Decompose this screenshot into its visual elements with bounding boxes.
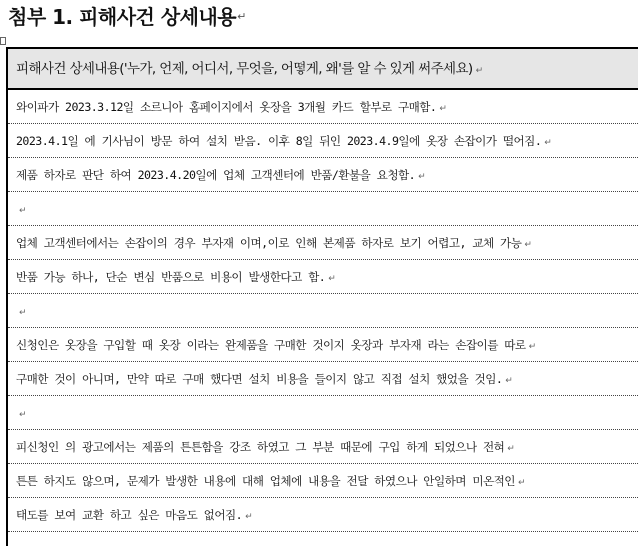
table-row-text: 제품 하자로 판단 하여 2023.4.20일에 업체 고객센터에 반품/환불을 요청함.: [16, 168, 416, 182]
table-row-text: 신청인은 옷장을 구입할 때 옷장 이라는 완제품을 구매한 것이지 옷장과 부자재 라는 손잡이를 따로: [16, 338, 526, 352]
table-row[interactable]: [8, 192, 638, 226]
table-row-text: 튼튼 하지도 않으며, 문제가 발생한 내용에 대해 업체에 내용을 전달 하였으나 안일하며 미온적인: [16, 474, 515, 488]
table-anchor-icon[interactable]: [0, 37, 6, 45]
table-row-line: [16, 362, 512, 396]
document-title: [8, 2, 246, 32]
paragraph-mark-icon: ↵: [475, 66, 483, 76]
table-row-text: 반품 가능 하나, 단순 변심 반품으로 비용이 발생한다고 함.: [16, 270, 326, 284]
table-row-line: [16, 396, 26, 430]
table-row-line: [16, 192, 26, 226]
paragraph-mark-icon: ↵: [524, 240, 532, 250]
table-row-line: [16, 498, 252, 532]
table-row-line: [16, 260, 335, 294]
table-row-line: [16, 464, 525, 498]
paragraph-mark-icon: ↵: [418, 172, 426, 182]
table-row[interactable]: [8, 124, 638, 158]
table-row-line: [16, 294, 26, 328]
table-row-line: [16, 158, 425, 192]
paragraph-mark-icon: ↵: [237, 10, 246, 23]
table-row[interactable]: [8, 498, 638, 532]
table-header-row: [16, 49, 483, 90]
document-title-text: 첨부 1. 피해사건 상세내용: [8, 5, 237, 29]
table-row[interactable]: [8, 328, 638, 362]
table-row-line: [16, 90, 446, 124]
table-row-text: 업체 고객센터에서는 손잡이의 경우 부자재 이며,이로 인해 본제품 하자로 보기 어렵고, 교체 가능: [16, 236, 522, 250]
paragraph-mark-icon: ↵: [517, 478, 525, 488]
table-row[interactable]: [8, 158, 638, 192]
table-row-line: [16, 430, 514, 464]
table-header-text: 피해사건 상세내용('누가, 언제, 어디서, 무엇을, 어떻게, 왜'를 알 수 있게 써주세요): [16, 61, 473, 77]
table-row-text: 피신청인 의 광고에서는 제품의 튼튼함을 강조 하였고 그 부분 때문에 구입 하게 되었으나 전혀: [16, 440, 505, 454]
table-row-text: 와이파가 2023.3.12일 소르니아 홈페이지에서 옷장을 3개월 카드 할부로 구매함.: [16, 100, 437, 114]
table-row[interactable]: [8, 294, 638, 328]
table-row-text: 태도를 보여 교환 하고 싶은 마음도 없어짐.: [16, 508, 243, 522]
paragraph-mark-icon: ↵: [19, 410, 26, 420]
table-row-text: 구매한 것이 아니며, 만약 따로 구매 했다면 설치 비용을 들이지 않고 직접 설치 했었을 것임.: [16, 372, 503, 386]
table-row[interactable]: [8, 430, 638, 464]
paragraph-mark-icon: ↵: [19, 206, 26, 216]
table-row[interactable]: [8, 90, 638, 124]
table-row[interactable]: [8, 226, 638, 260]
paragraph-mark-icon: ↵: [528, 342, 536, 352]
paragraph-mark-icon: ↵: [439, 104, 447, 114]
table-row[interactable]: [8, 396, 638, 430]
paragraph-mark-icon: ↵: [507, 444, 515, 454]
paragraph-mark-icon: ↵: [19, 308, 26, 318]
table-row-text: 2023.4.1일 에 기사님이 방문 하여 설치 받음. 이후 8일 뒤인 2023.4.9일에 옷장 손잡이가 떨어짐.: [16, 134, 542, 148]
table-row[interactable]: [8, 362, 638, 396]
table-row-line: [16, 328, 536, 362]
paragraph-mark-icon: ↵: [245, 512, 253, 522]
paragraph-mark-icon: ↵: [544, 138, 552, 148]
table-row[interactable]: [8, 464, 638, 498]
table-row-line: [16, 226, 531, 260]
paragraph-mark-icon: ↵: [328, 274, 336, 284]
table-row-line: [16, 124, 551, 158]
table-row[interactable]: [8, 260, 638, 294]
paragraph-mark-icon: ↵: [505, 376, 513, 386]
